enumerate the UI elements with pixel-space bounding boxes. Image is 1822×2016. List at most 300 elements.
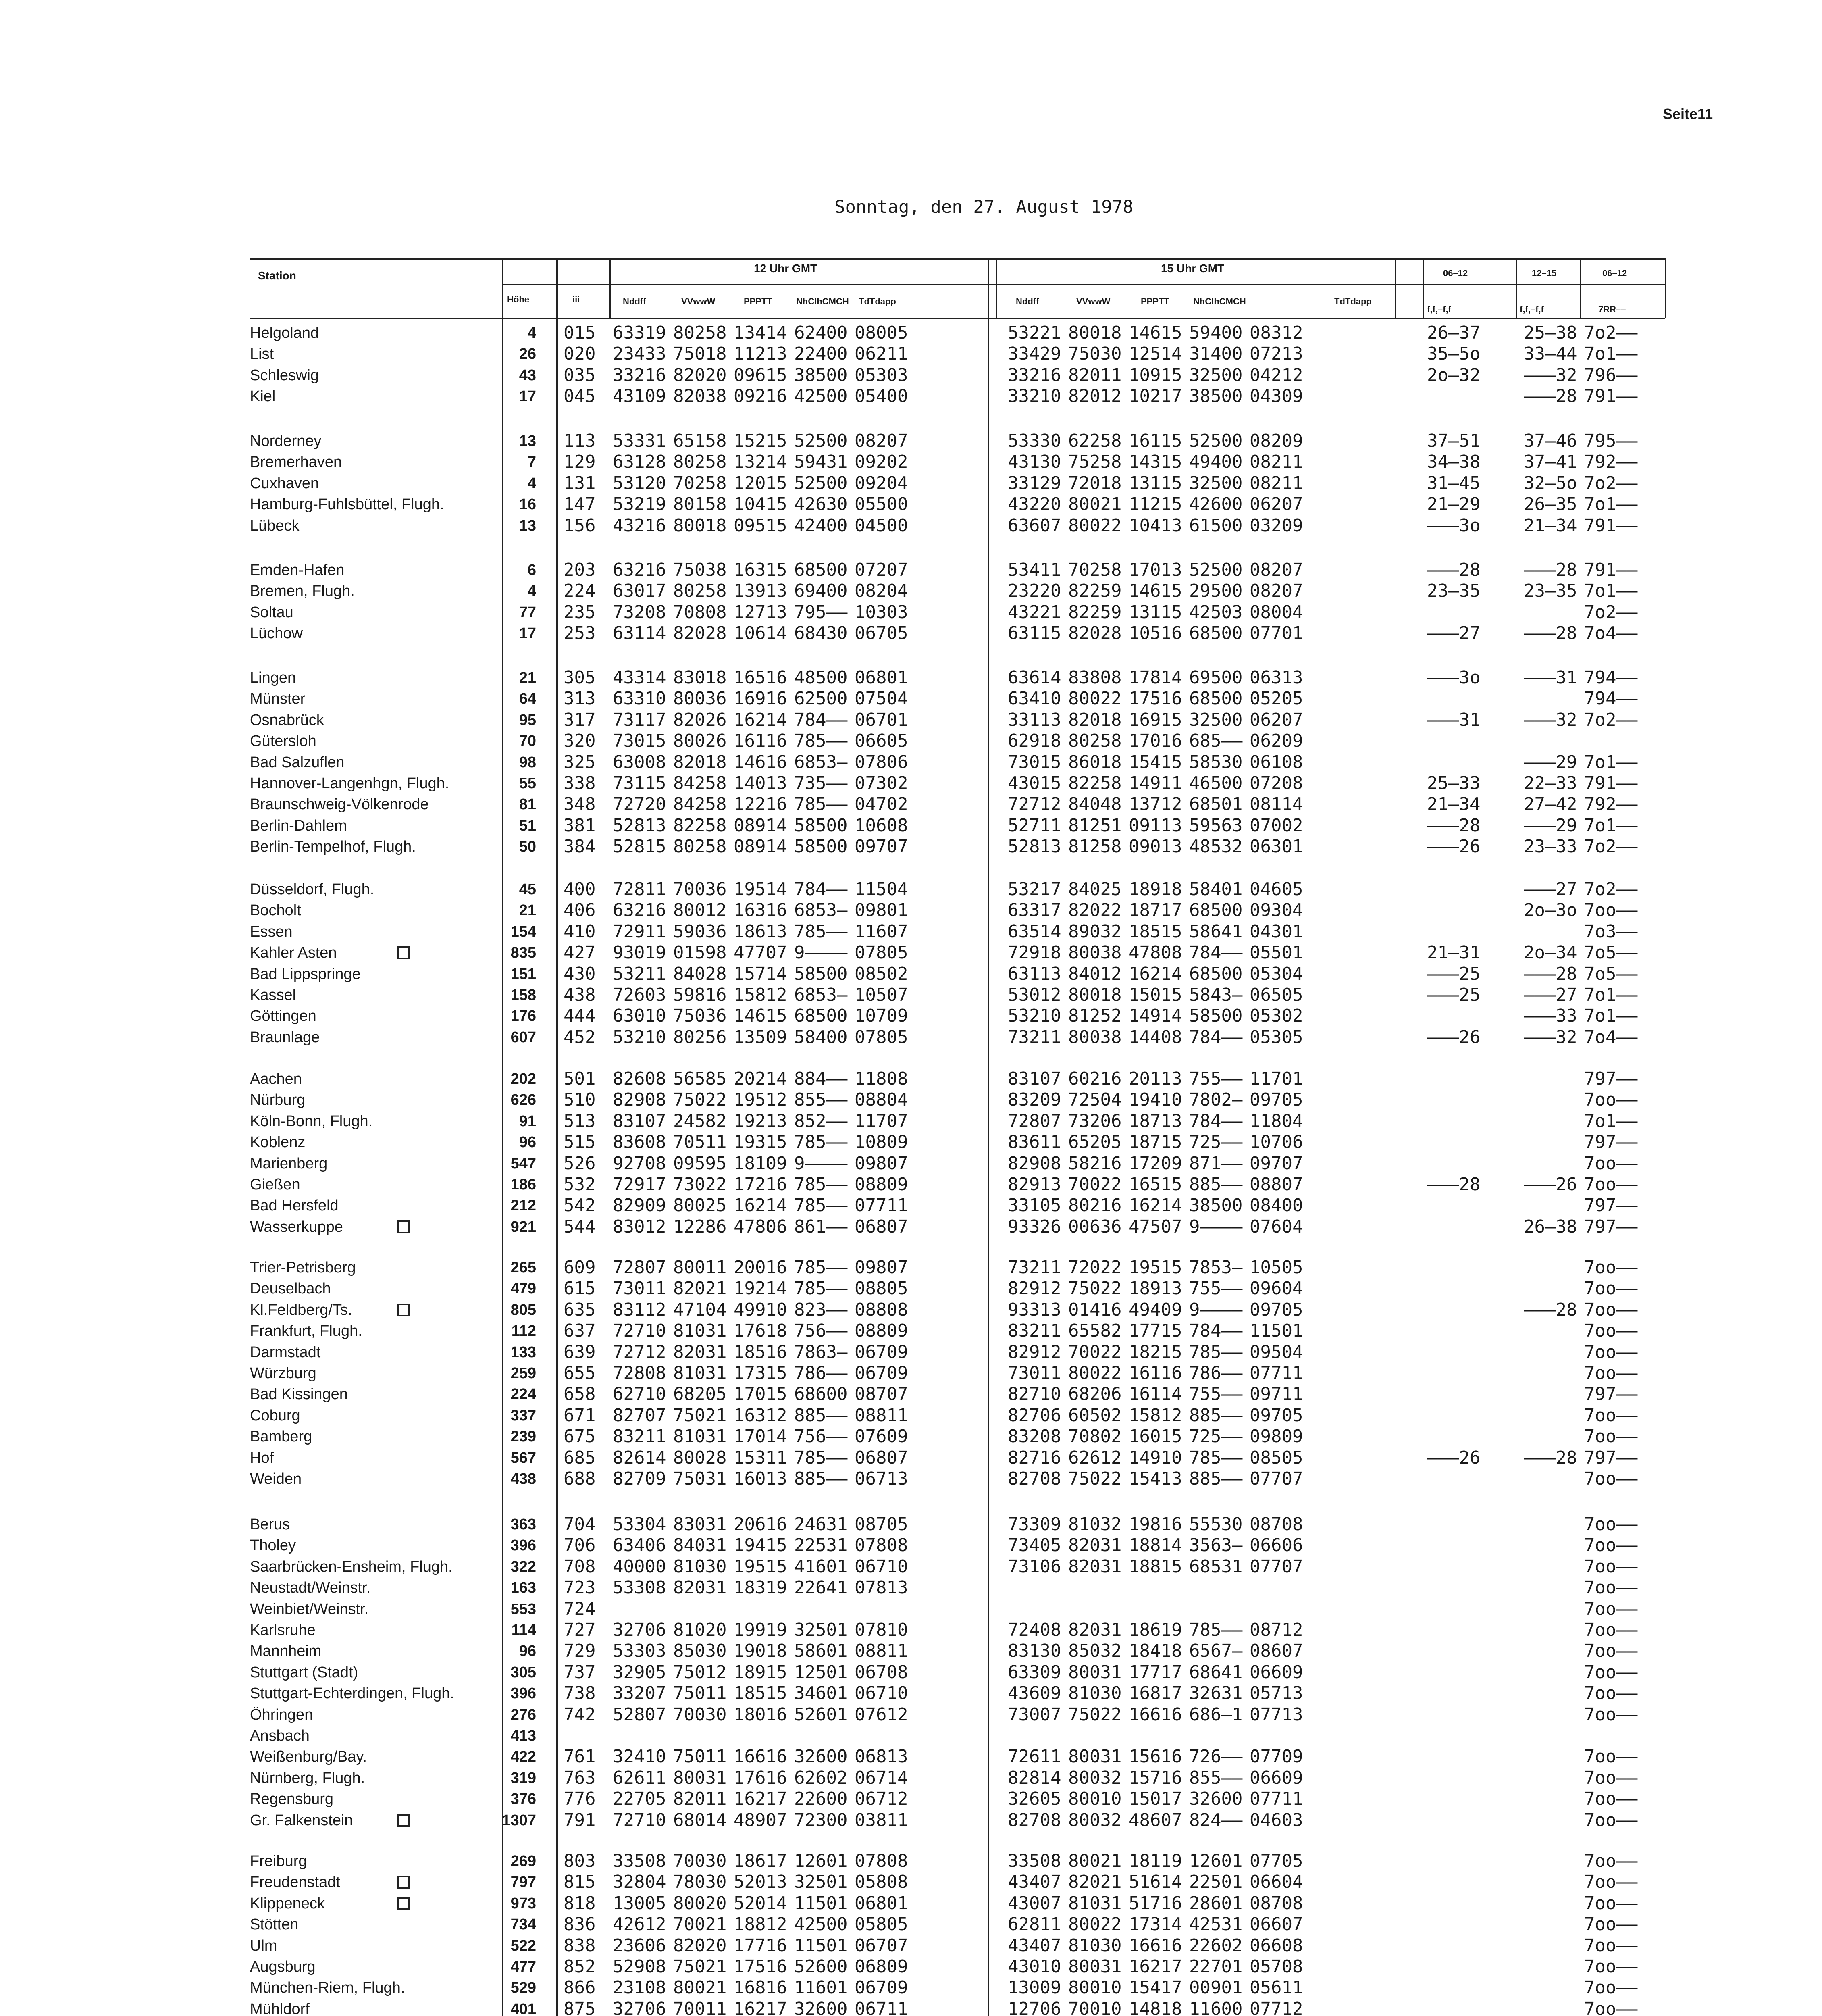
cell-ppptt-15: 17516 <box>1129 688 1182 709</box>
cell-temp-12-15: 26–38 <box>1524 1216 1577 1237</box>
station-name: Bremen, Flugh. <box>250 583 355 600</box>
cell-nddff-15: 52813 <box>1008 836 1061 857</box>
cell-clouds-12: 884–– <box>794 1068 848 1089</box>
cell-rain-06-12: 7o5–– <box>1584 964 1638 984</box>
cell-ppptt-15: 16214 <box>1129 1195 1182 1216</box>
cell-nddff-15: 93326 <box>1008 1216 1061 1237</box>
cell-tdtd-12: 10809 <box>855 1132 908 1152</box>
station-hoehe: 734 <box>510 1916 536 1933</box>
cell-nddff-15: 93313 <box>1008 1300 1061 1320</box>
cell-nddff-12: 32905 <box>613 1662 666 1683</box>
cell-vvwww-15: 81258 <box>1068 836 1122 857</box>
cell-vvwww-15: 80038 <box>1068 1027 1122 1048</box>
cell-tdtd-12: 06807 <box>855 1216 908 1237</box>
cell-nddff-12: 52908 <box>613 1956 666 1977</box>
mountain-station-marker <box>397 1304 410 1316</box>
table-row <box>0 1535 1822 1556</box>
cell-ppptt-15: 20113 <box>1129 1068 1182 1089</box>
cell-tdtd-12: 07302 <box>855 773 908 793</box>
table-row <box>0 1641 1822 1662</box>
cell-clouds-15: 7853– <box>1189 1257 1243 1278</box>
table-row <box>0 1006 1822 1027</box>
cell-tdtd-12: 06809 <box>855 1956 908 1977</box>
cell-ppptt-15: 16616 <box>1129 1935 1182 1956</box>
cell-iii: 147 <box>564 494 596 514</box>
cell-ppptt-12: 20016 <box>734 1257 787 1278</box>
station-hoehe: 973 <box>510 1895 536 1912</box>
cell-tdtd-15: 08807 <box>1250 1174 1303 1195</box>
station-hoehe: 239 <box>510 1428 536 1445</box>
table-row <box>0 1363 1822 1384</box>
cell-clouds-12: 59431 <box>794 452 848 472</box>
cell-temp-06-12: –––26 <box>1427 836 1481 857</box>
cell-vvwww-12: 80018 <box>673 515 727 536</box>
cell-tdtd-15: 06609 <box>1250 1662 1303 1683</box>
cell-clouds-12: 786–– <box>794 1363 848 1383</box>
cell-iii: 852 <box>564 1956 596 1977</box>
cell-vvwww-15: 75022 <box>1068 1468 1122 1489</box>
cell-ppptt-12: 47806 <box>734 1216 787 1237</box>
cell-iii: 742 <box>564 1704 596 1725</box>
cell-nddff-12: 63008 <box>613 752 666 773</box>
cell-nddff-12: 82709 <box>613 1468 666 1489</box>
station-hoehe: 6 <box>527 562 536 579</box>
cell-tdtd-15: 04605 <box>1250 879 1303 900</box>
cell-iii: 776 <box>564 1789 596 1809</box>
cell-clouds-12: 823–– <box>794 1300 848 1320</box>
cell-ppptt-12: 17716 <box>734 1935 787 1956</box>
cell-rain-06-12: 7o1–– <box>1584 344 1638 364</box>
cell-iii: 156 <box>564 515 596 536</box>
cell-tdtd-15: 08505 <box>1250 1447 1303 1468</box>
cell-clouds-15: 726–– <box>1189 1746 1243 1767</box>
cell-nddff-15: 13009 <box>1008 1977 1061 1998</box>
cell-clouds-12: 11501 <box>794 1935 848 1956</box>
station-name: Freiburg <box>250 1853 307 1870</box>
cell-vvwww-15: 80021 <box>1068 494 1122 514</box>
cell-nddff-12: 83112 <box>613 1300 666 1320</box>
table-row <box>0 1405 1822 1426</box>
station-name: Regensburg <box>250 1791 334 1808</box>
station-hoehe: 376 <box>510 1791 536 1808</box>
cell-clouds-12: 32501 <box>794 1620 848 1640</box>
cell-clouds-12: 42500 <box>794 386 848 406</box>
table-row <box>0 1195 1822 1216</box>
cell-iii: 131 <box>564 473 596 494</box>
cell-tdtd-12: 07207 <box>855 560 908 580</box>
cell-nddff-12: 13005 <box>613 1893 666 1914</box>
cell-vvwww-12: 80011 <box>673 1257 727 1278</box>
station-hoehe: 112 <box>511 1322 536 1339</box>
cell-nddff-12: 82707 <box>613 1405 666 1426</box>
cell-clouds-15: 42600 <box>1189 494 1243 514</box>
header-iii: iii <box>572 294 580 304</box>
cell-tdtd-15: 09711 <box>1250 1384 1303 1404</box>
cell-tdtd-12: 08204 <box>855 581 908 601</box>
table-row <box>0 1426 1822 1447</box>
cell-vvwww-15: 60502 <box>1068 1405 1122 1426</box>
cell-temp-06-12: 2o–32 <box>1427 365 1481 385</box>
cell-clouds-15: 58530 <box>1189 752 1243 773</box>
cell-ppptt-15: 16214 <box>1129 964 1182 984</box>
cell-vvwww-12: 83018 <box>673 667 727 688</box>
cell-tdtd-12: 07806 <box>855 752 908 773</box>
cell-vvwww-15: 81030 <box>1068 1935 1122 1956</box>
cell-iii: 400 <box>564 879 596 900</box>
cell-clouds-15: 784–– <box>1189 942 1243 963</box>
cell-nddff-12: 72807 <box>613 1257 666 1278</box>
cell-rain-06-12: 7o1–– <box>1584 815 1638 836</box>
cell-tdtd-12: 06712 <box>855 1789 908 1809</box>
cell-vvwww-12: 59036 <box>673 921 727 942</box>
cell-nddff-15: 82913 <box>1008 1174 1061 1195</box>
cell-rain-06-12: 7oo–– <box>1584 1174 1638 1195</box>
cell-nddff-12: 53331 <box>613 431 666 451</box>
table-row <box>0 1278 1822 1299</box>
cell-iii: 381 <box>564 815 596 836</box>
station-name: Hannover-Langenhgn, Flugh. <box>250 775 449 792</box>
cell-ppptt-15: 18515 <box>1129 921 1182 942</box>
station-name: Kahler Asten <box>250 944 337 961</box>
cell-rain-06-12: 795–– <box>1584 431 1638 451</box>
station-hoehe: 70 <box>519 733 536 750</box>
header-sub-c: 7RR–– <box>1598 304 1626 314</box>
cell-rain-06-12: 7oo–– <box>1584 1257 1638 1278</box>
cell-vvwww-12: 80258 <box>673 836 727 857</box>
cell-clouds-12: 852–– <box>794 1111 848 1131</box>
cell-temp-06-12: –––26 <box>1427 1027 1481 1048</box>
cell-clouds-12: 58400 <box>794 1027 848 1048</box>
cell-nddff-12: 73208 <box>613 602 666 623</box>
cell-ppptt-15: 12514 <box>1129 344 1182 364</box>
cell-tdtd-12: 07612 <box>855 1704 908 1725</box>
cell-tdtd-15: 07711 <box>1250 1789 1303 1809</box>
cell-nddff-15: 53217 <box>1008 879 1061 900</box>
cell-clouds-12: 785–– <box>794 1447 848 1468</box>
cell-clouds-15: 58641 <box>1189 921 1243 942</box>
table-row <box>0 688 1822 709</box>
cell-rain-06-12: 7o1–– <box>1584 752 1638 773</box>
cell-nddff-15: 82710 <box>1008 1384 1061 1404</box>
cell-tdtd-12: 08809 <box>855 1174 908 1195</box>
table-row <box>0 623 1822 644</box>
station-hoehe: 797 <box>510 1874 536 1891</box>
cell-ppptt-12: 13913 <box>734 581 787 601</box>
cell-clouds-12: 6853– <box>794 985 848 1005</box>
cell-tdtd-15: 07002 <box>1250 815 1303 836</box>
station-name: Würzburg <box>250 1365 316 1382</box>
cell-nddff-15: 33429 <box>1008 344 1061 364</box>
header-06-12: 06–12 <box>1443 268 1468 278</box>
cell-clouds-12: 24631 <box>794 1514 848 1535</box>
cell-nddff-12: 72917 <box>613 1174 666 1195</box>
header-ppptt-12: PPPTT <box>744 296 772 306</box>
cell-tdtd-15: 05305 <box>1250 1027 1303 1048</box>
cell-vvwww-12: 70030 <box>673 1704 727 1725</box>
cell-iii: 253 <box>564 623 596 644</box>
cell-nddff-12: 72911 <box>613 921 666 942</box>
cell-ppptt-12: 48907 <box>734 1810 787 1831</box>
cell-ppptt-12: 09515 <box>734 515 787 536</box>
cell-clouds-12: 58500 <box>794 815 848 836</box>
cell-clouds-15: 31400 <box>1189 344 1243 364</box>
cell-nddff-15: 52711 <box>1008 815 1061 836</box>
cell-nddff-15: 63514 <box>1008 921 1061 942</box>
cell-tdtd-15: 09504 <box>1250 1342 1303 1362</box>
station-hoehe: 265 <box>510 1259 536 1276</box>
station-hoehe: 17 <box>519 388 536 405</box>
cell-tdtd-12: 08804 <box>855 1089 908 1110</box>
cell-nddff-15: 33210 <box>1008 386 1061 406</box>
cell-tdtd-15: 07705 <box>1250 1851 1303 1871</box>
cell-temp-12-15: –––28 <box>1524 560 1577 580</box>
cell-nddff-12: 82908 <box>613 1089 666 1110</box>
cell-vvwww-12: 82038 <box>673 386 727 406</box>
cell-iii: 708 <box>564 1556 596 1577</box>
cell-vvwww-15: 84025 <box>1068 879 1122 900</box>
cell-vvwww-15: 80258 <box>1068 731 1122 751</box>
cell-tdtd-12: 06707 <box>855 1935 908 1956</box>
station-hoehe: 55 <box>519 775 536 792</box>
cell-nddff-12: 83608 <box>613 1132 666 1152</box>
station-hoehe: 396 <box>510 1685 536 1702</box>
cell-iii: 317 <box>564 710 596 730</box>
cell-tdtd-12: 08808 <box>855 1300 908 1320</box>
cell-nddff-12: 82614 <box>613 1447 666 1468</box>
cell-nddff-12: 63216 <box>613 900 666 921</box>
station-hoehe: 4 <box>527 475 536 492</box>
cell-temp-06-12: 37–51 <box>1427 431 1481 451</box>
cell-ppptt-12: 15714 <box>734 964 787 984</box>
cell-iii: 763 <box>564 1768 596 1788</box>
station-name: Hof <box>250 1450 274 1466</box>
cell-iii: 113 <box>564 431 596 451</box>
cell-rain-06-12: 7oo–– <box>1584 1851 1638 1871</box>
cell-ppptt-15: 14914 <box>1129 1006 1182 1026</box>
cell-ppptt-12: 18319 <box>734 1577 787 1598</box>
cell-iii: 338 <box>564 773 596 793</box>
station-hoehe: 133 <box>510 1344 536 1361</box>
cell-iii: 615 <box>564 1278 596 1299</box>
station-hoehe: 4 <box>527 583 536 600</box>
station-hoehe: 305 <box>510 1664 536 1681</box>
cell-vvwww-12: 47104 <box>673 1300 727 1320</box>
table-row <box>0 602 1822 623</box>
cell-clouds-12: 68430 <box>794 623 848 644</box>
cell-clouds-15: 686–1 <box>1189 1704 1243 1725</box>
station-name: Lingen <box>250 669 296 686</box>
header-bottom-line <box>250 318 1665 319</box>
station-name: Mühldorf <box>250 2001 310 2016</box>
station-name: Stuttgart-Echterdingen, Flugh. <box>250 1685 454 1702</box>
cell-tdtd-15: 06607 <box>1250 1914 1303 1935</box>
cell-rain-06-12: 797–– <box>1584 1132 1638 1152</box>
cell-clouds-15: 784–– <box>1189 1027 1243 1048</box>
header-station: Station <box>258 269 296 282</box>
cell-nddff-12: 53211 <box>613 964 666 984</box>
cell-clouds-12: 58500 <box>794 964 848 984</box>
cell-tdtd-15: 08400 <box>1250 1195 1303 1216</box>
cell-temp-12-15: 25–38 <box>1524 323 1577 343</box>
cell-temp-12-15: –––28 <box>1524 1447 1577 1468</box>
cell-tdtd-15: 06301 <box>1250 836 1303 857</box>
station-name: Gütersloh <box>250 733 316 750</box>
station-name: Braunlage <box>250 1029 320 1046</box>
cell-vvwww-15: 65205 <box>1068 1132 1122 1152</box>
cell-tdtd-12: 10303 <box>855 602 908 623</box>
cell-ppptt-12: 13509 <box>734 1027 787 1048</box>
cell-clouds-12: 785–– <box>794 794 848 814</box>
cell-rain-06-12: 797–– <box>1584 1068 1638 1089</box>
header-nddff-15: Nddff <box>1016 296 1039 306</box>
cell-tdtd-12: 11607 <box>855 921 908 942</box>
cell-tdtd-15: 08211 <box>1250 473 1303 494</box>
station-hoehe: 26 <box>519 346 536 362</box>
cell-iii: 544 <box>564 1216 596 1237</box>
cell-vvwww-12: 56585 <box>673 1068 727 1089</box>
cell-rain-06-12: 7o2–– <box>1584 323 1638 343</box>
cell-tdtd-12: 08805 <box>855 1278 908 1299</box>
cell-clouds-12: 69400 <box>794 581 848 601</box>
cell-nddff-12: 72808 <box>613 1363 666 1383</box>
table-row <box>0 1851 1822 1872</box>
cell-ppptt-15: 18713 <box>1129 1111 1182 1131</box>
station-name: Gr. Falkenstein <box>250 1812 353 1829</box>
cell-rain-06-12: 7oo–– <box>1584 1810 1638 1831</box>
cell-temp-12-15: –––29 <box>1524 752 1577 773</box>
cell-iii: 015 <box>564 323 596 343</box>
cell-iii: 791 <box>564 1810 596 1831</box>
cell-vvwww-12: 68014 <box>673 1810 727 1831</box>
cell-ppptt-15: 18717 <box>1129 900 1182 921</box>
cell-clouds-12: 11601 <box>794 1977 848 1998</box>
station-name: Lübeck <box>250 517 300 534</box>
cell-rain-06-12: 7o2–– <box>1584 473 1638 494</box>
table-row <box>0 1662 1822 1683</box>
cell-vvwww-15: 82012 <box>1068 386 1122 406</box>
cell-rain-06-12: 7o1–– <box>1584 985 1638 1005</box>
cell-ppptt-12: 19315 <box>734 1132 787 1152</box>
cell-temp-06-12: 21–34 <box>1427 794 1481 814</box>
cell-clouds-12: 58500 <box>794 836 848 857</box>
table-row <box>0 431 1822 452</box>
cell-rain-06-12: 7oo–– <box>1584 1577 1638 1598</box>
cell-rain-06-12: 797–– <box>1584 1195 1638 1216</box>
cell-ppptt-15: 14818 <box>1129 1999 1182 2016</box>
cell-rain-06-12: 792–– <box>1584 794 1638 814</box>
cell-nddff-12: 23433 <box>613 344 666 364</box>
cell-nddff-12: 53304 <box>613 1514 666 1535</box>
cell-tdtd-15: 06207 <box>1250 710 1303 730</box>
cell-clouds-12: 756–– <box>794 1426 848 1447</box>
table-row <box>0 1620 1822 1641</box>
cell-rain-06-12: 792–– <box>1584 452 1638 472</box>
cell-clouds-15: 22701 <box>1189 1956 1243 1977</box>
cell-nddff-12: 93019 <box>613 942 666 963</box>
cell-ppptt-12: 17216 <box>734 1174 787 1195</box>
station-name: Berlin-Tempelhof, Flugh. <box>250 838 416 855</box>
cell-tdtd-15: 08207 <box>1250 560 1303 580</box>
cell-vvwww-15: 80022 <box>1068 1914 1122 1935</box>
cell-nddff-12: 62611 <box>613 1768 666 1788</box>
cell-rain-06-12: 7oo–– <box>1584 1363 1638 1383</box>
cell-clouds-15: 38500 <box>1189 1195 1243 1216</box>
cell-clouds-15: 871–– <box>1189 1153 1243 1174</box>
station-hoehe: 17 <box>519 625 536 642</box>
cell-vvwww-12: 83031 <box>673 1514 727 1535</box>
cell-vvwww-12: 82031 <box>673 1342 727 1362</box>
cell-clouds-12: 785–– <box>794 1174 848 1195</box>
cell-vvwww-15: 72022 <box>1068 1257 1122 1278</box>
cell-clouds-15: 11600 <box>1189 1999 1243 2016</box>
cell-tdtd-12: 06807 <box>855 1447 908 1468</box>
cell-tdtd-15: 09705 <box>1250 1089 1303 1110</box>
cell-ppptt-12: 16217 <box>734 1999 787 2016</box>
cell-rain-06-12: 797–– <box>1584 1447 1638 1468</box>
cell-vvwww-12: 82026 <box>673 710 727 730</box>
cell-tdtd-12: 07808 <box>855 1535 908 1556</box>
cell-nddff-12: 73015 <box>613 731 666 751</box>
cell-rain-06-12: 7oo–– <box>1584 1977 1638 1998</box>
cell-tdtd-12: 08707 <box>855 1384 908 1404</box>
cell-ppptt-15: 09013 <box>1129 836 1182 857</box>
cell-iii: 737 <box>564 1662 596 1683</box>
cell-ppptt-15: 15812 <box>1129 1405 1182 1426</box>
cell-vvwww-12: 82028 <box>673 623 727 644</box>
cell-vvwww-15: 82018 <box>1068 710 1122 730</box>
cell-ppptt-12: 19213 <box>734 1111 787 1131</box>
cell-vvwww-12: 70030 <box>673 1851 727 1871</box>
station-name: Norderney <box>250 433 322 450</box>
cell-iii: 452 <box>564 1027 596 1048</box>
cell-vvwww-12: 75038 <box>673 560 727 580</box>
cell-nddff-15: 82708 <box>1008 1810 1061 1831</box>
cell-clouds-15: 7802– <box>1189 1089 1243 1110</box>
cell-nddff-15: 63115 <box>1008 623 1061 644</box>
cell-nddff-12: 63128 <box>613 452 666 472</box>
table-row <box>0 1300 1822 1320</box>
divider-col-c <box>1580 258 1581 318</box>
cell-nddff-15: 73015 <box>1008 752 1061 773</box>
cell-tdtd-15: 07712 <box>1250 1999 1303 2016</box>
station-name: Weißenburg/Bay. <box>250 1748 367 1765</box>
cell-vvwww-15: 80032 <box>1068 1810 1122 1831</box>
cell-nddff-12: 53210 <box>613 1027 666 1048</box>
cell-ppptt-15: 18619 <box>1129 1620 1182 1640</box>
cell-ppptt-15: 18715 <box>1129 1132 1182 1152</box>
cell-vvwww-15: 70802 <box>1068 1426 1122 1447</box>
cell-nddff-15: 73405 <box>1008 1535 1061 1556</box>
cell-clouds-15: 725–– <box>1189 1132 1243 1152</box>
cell-tdtd-15: 05304 <box>1250 964 1303 984</box>
cell-iii: 515 <box>564 1132 596 1152</box>
cell-nddff-15: 33216 <box>1008 365 1061 385</box>
cell-iii: 406 <box>564 900 596 921</box>
cell-ppptt-15: 17314 <box>1129 1914 1182 1935</box>
cell-nddff-15: 72712 <box>1008 794 1061 814</box>
cell-nddff-15: 72807 <box>1008 1111 1061 1131</box>
cell-tdtd-15: 06604 <box>1250 1872 1303 1892</box>
cell-tdtd-15: 10505 <box>1250 1257 1303 1278</box>
cell-clouds-12: 32600 <box>794 1746 848 1767</box>
cell-vvwww-12: 80031 <box>673 1768 727 1788</box>
cell-clouds-12: 6853– <box>794 900 848 921</box>
cell-vvwww-15: 70258 <box>1068 560 1122 580</box>
station-name: Hamburg-Fuhlsbüttel, Flugh. <box>250 496 444 513</box>
cell-vvwww-12: 82258 <box>673 815 727 836</box>
cell-iii: 658 <box>564 1384 596 1404</box>
cell-tdtd-12: 08809 <box>855 1320 908 1341</box>
